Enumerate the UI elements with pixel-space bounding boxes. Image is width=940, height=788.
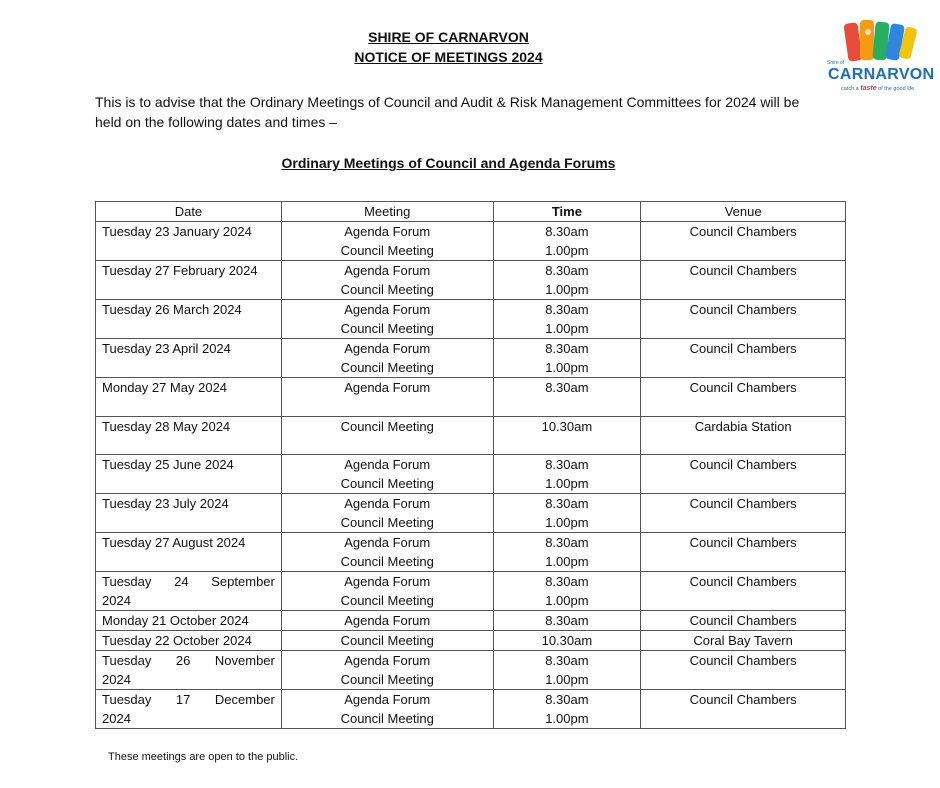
table-row: [96, 300, 846, 339]
venue-cell: Council Chambers: [641, 261, 846, 300]
venue-cell: Council Chambers: [641, 533, 846, 572]
time-cell: 10.30am: [493, 631, 641, 651]
venue-cell: Coral Bay Tavern: [641, 631, 846, 651]
meeting-cell: Agenda Forum Council Meeting: [281, 222, 493, 261]
footer-note: These meetings are open to the public.: [108, 751, 299, 763]
venue-cell: Cardabia Station: [641, 417, 846, 455]
venue-cell: Council Chambers: [641, 222, 846, 261]
table-row: [96, 494, 846, 533]
venue-cell: Council Chambers: [641, 494, 846, 533]
table-row: [96, 631, 846, 651]
meeting-cell: Agenda Forum Council Meeting: [281, 339, 493, 378]
venue-cell: Council Chambers: [641, 611, 846, 631]
table-header-row: [96, 202, 846, 222]
time-cell: 10.30am: [493, 417, 641, 455]
date-cell: Tuesday 23 April 2024: [96, 339, 282, 378]
table-row: [96, 533, 846, 572]
time-cell: 8.30am 1.00pm: [493, 494, 641, 533]
table-row: [96, 339, 846, 378]
intro-paragraph: This is to advise that the Ordinary Meetings of Council and Audit & Risk Management Committees for 2024 will be held on the following dates and times –: [95, 94, 800, 130]
time-cell: 8.30am 1.00pm: [493, 261, 641, 300]
logo-shire-text: Shire of: [827, 60, 845, 66]
meeting-cell: Council Meeting: [281, 631, 493, 651]
meeting-cell: Agenda Forum: [281, 378, 493, 417]
meeting-cell: Agenda Forum Council Meeting: [281, 455, 493, 494]
document-subtitle: NOTICE OF MEETINGS 2024: [354, 49, 543, 65]
date-cell: Monday 21 October 2024: [96, 611, 282, 631]
venue-cell: Council Chambers: [641, 339, 846, 378]
meeting-cell: Agenda Forum Council Meeting: [281, 261, 493, 300]
table-row: [96, 417, 846, 455]
time-cell: 8.30am 1.00pm: [493, 300, 641, 339]
document-title: SHIRE OF CARNARVON: [368, 29, 529, 45]
header-venue: Venue: [641, 202, 846, 222]
header-time: Time: [493, 202, 641, 222]
logo-name-text: CARNARVON: [828, 66, 935, 83]
time-cell: 8.30am 1.00pm: [493, 572, 641, 611]
time-cell: 8.30am 1.00pm: [493, 222, 641, 261]
meeting-cell: Agenda Forum Council Meeting: [281, 533, 493, 572]
venue-cell: Council Chambers: [641, 455, 846, 494]
date-cell: Tuesday 23 July 2024: [96, 494, 282, 533]
meeting-cell: Agenda Forum Council Meeting: [281, 572, 493, 611]
table-row: [96, 690, 846, 729]
meeting-cell: Agenda Forum Council Meeting: [281, 494, 493, 533]
venue-cell: Council Chambers: [641, 378, 846, 417]
date-cell: Tuesday 26 November 2024: [96, 651, 282, 690]
time-cell: 8.30am: [493, 611, 641, 631]
meeting-cell: Agenda Forum: [281, 611, 493, 631]
header-meeting: Meeting: [281, 202, 493, 222]
venue-cell: Council Chambers: [641, 651, 846, 690]
date-cell: Tuesday 22 October 2024: [96, 631, 282, 651]
date-cell: Tuesday 27 August 2024: [96, 533, 282, 572]
meeting-cell: Council Meeting: [281, 417, 493, 455]
section-title: Ordinary Meetings of Council and Agenda Forums: [281, 155, 616, 171]
time-cell: 8.30am: [493, 378, 641, 417]
date-cell: Tuesday 25 June 2024: [96, 455, 282, 494]
meeting-cell: Agenda Forum Council Meeting: [281, 651, 493, 690]
header-date: Date: [96, 202, 282, 222]
time-cell: 8.30am 1.00pm: [493, 533, 641, 572]
date-cell: Tuesday 28 May 2024: [96, 417, 282, 455]
venue-cell: Council Chambers: [641, 690, 846, 729]
time-cell: 8.30am 1.00pm: [493, 455, 641, 494]
table-row: [96, 378, 846, 417]
meetings-table: [95, 201, 846, 729]
date-cell: Tuesday 27 February 2024: [96, 261, 282, 300]
date-cell: Tuesday 26 March 2024: [96, 300, 282, 339]
date-cell: Tuesday 24 September 2024: [96, 572, 282, 611]
logo-tagline: catch a taste of the good life: [841, 85, 915, 92]
date-cell: Tuesday 23 January 2024: [96, 222, 282, 261]
table-row: [96, 222, 846, 261]
time-cell: 8.30am 1.00pm: [493, 690, 641, 729]
table-row: [96, 261, 846, 300]
time-cell: 8.30am 1.00pm: [493, 339, 641, 378]
table-row: [96, 651, 846, 690]
date-cell: Tuesday 17 December 2024: [96, 690, 282, 729]
time-cell: 8.30am 1.00pm: [493, 651, 641, 690]
table-row: [96, 611, 846, 631]
meeting-cell: Agenda Forum Council Meeting: [281, 300, 493, 339]
meeting-cell: Agenda Forum Council Meeting: [281, 690, 493, 729]
date-cell: Monday 27 May 2024: [96, 378, 282, 417]
venue-cell: Council Chambers: [641, 300, 846, 339]
venue-cell: Council Chambers: [641, 572, 846, 611]
table-row: [96, 572, 846, 611]
table-row: [96, 455, 846, 494]
